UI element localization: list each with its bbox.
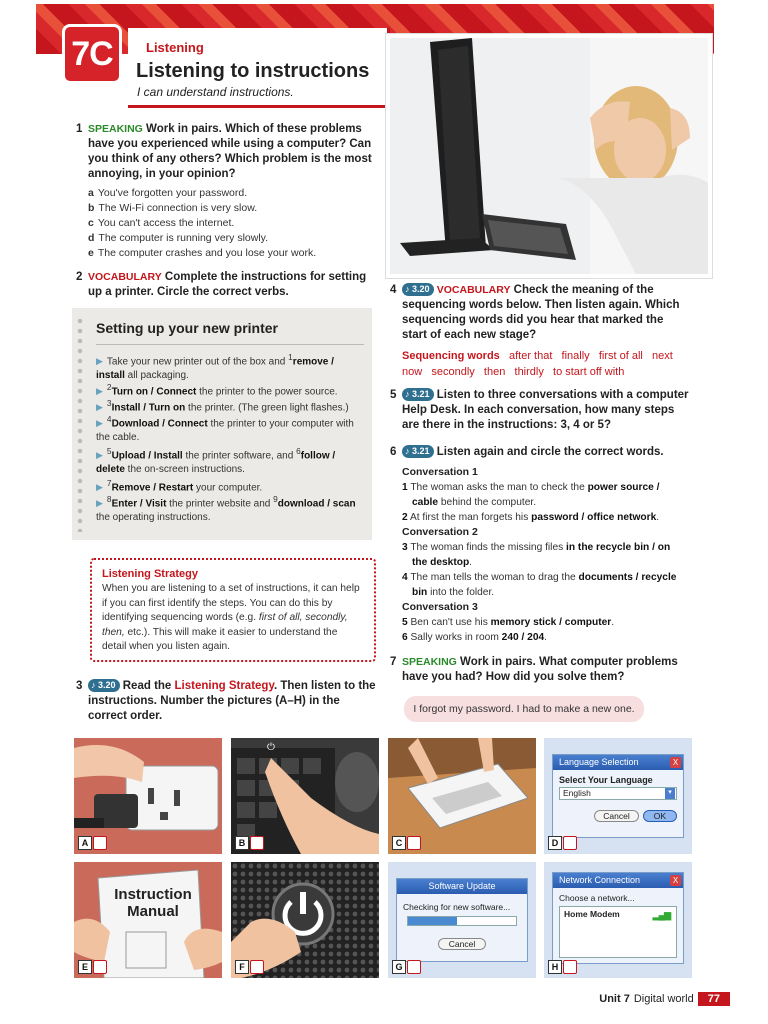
option-item: b The Wi-Fi connection is very slow.	[88, 202, 258, 214]
picture-letter: G	[392, 960, 406, 974]
exercise-5: 5 ♪ 3.21 Listen to three conversations with a computer Help Desk. In each conversation, how many steps are there in the instructions: 3, 4 or 5?	[390, 389, 689, 431]
circle-item: 2 At first the man forgets his password / office network.	[402, 512, 660, 523]
exercise-prompt: Work in pairs. Which of these problems have you experienced while using a computer? Can you think of any others? Which problem is the most annoying, in your opinion?	[88, 123, 372, 180]
page-subtitle: I can understand instructions.	[137, 85, 294, 99]
picture-c-unbox-printer	[388, 738, 536, 854]
signal-bars-icon: ▂▄▆	[652, 910, 670, 920]
speaking-tag: SPEAKING	[88, 123, 143, 135]
printer-instructions-box	[72, 308, 372, 540]
footer-topic: Digital world	[633, 993, 694, 1005]
progress-fill	[408, 917, 457, 925]
triangle-bullet-icon: ▶	[96, 498, 103, 509]
conversation-heading: Conversation 2	[402, 526, 478, 538]
frustrated-user-photo	[386, 34, 712, 278]
manual-title: Instruction Manual	[114, 886, 192, 920]
triangle-bullet-icon: ▶	[96, 418, 103, 429]
vocabulary-tag: VOCABULARY	[88, 271, 162, 283]
picture-f-power-button	[231, 862, 379, 978]
cancel-button[interactable]: Cancel	[438, 938, 486, 950]
answer-box[interactable]	[93, 960, 107, 974]
picture-letter: C	[392, 836, 406, 850]
picture-letter: A	[78, 836, 92, 850]
picture-letter: D	[548, 836, 562, 850]
circle-item: 5 Ben can't use his memory stick / computer.	[402, 617, 615, 628]
listening-strategy-box	[90, 558, 376, 662]
picture-a-unplug-cable	[74, 738, 222, 854]
circle-item: 4 The man tells the woman to drag the documents / recycle bin into the folder.	[402, 572, 677, 598]
instruction-step: ▶ $^4$Download / Connect the printer to your computer with the cable.	[96, 414, 354, 444]
exercise-6: 6 ♪ 3.21 Listen again and circle the correct words.	[390, 446, 664, 458]
exercise-1	[76, 122, 378, 182]
option-item: e The computer crashes and you lose your work.	[88, 247, 317, 259]
answer-box[interactable]	[563, 836, 577, 850]
circle-item: 1 The woman asks the man to check the power source / cable behind the computer.	[402, 482, 660, 508]
page-footer	[599, 992, 730, 1006]
triangle-bullet-icon: ▶	[96, 402, 103, 413]
circle-item: 3 The woman finds the missing files in the recycle bin / on the desktop.	[402, 542, 671, 568]
answer-box[interactable]	[250, 836, 264, 850]
power-icon: ⏻	[267, 742, 275, 753]
network-list[interactable]	[559, 906, 677, 958]
ok-button[interactable]: OK	[643, 810, 677, 822]
sequencing-words: Sequencing words after that finally first of all next now secondly then thirdly to start off with	[402, 350, 682, 378]
audio-track-icon[interactable]: ♪ 3.21	[402, 388, 434, 401]
language-selection-dialog: Language Selection X Select Your Language English ▾ Cancel OK	[552, 754, 684, 838]
answer-box[interactable]	[250, 960, 264, 974]
close-icon[interactable]: X	[670, 875, 681, 886]
exercise-2: 2 VOCABULARY Complete the instructions for setting up a printer. Circle the correct verbs.	[76, 271, 367, 298]
section-kicker: Listening	[146, 40, 204, 55]
circle-item: 6 Sally works in room 240 / 204.	[402, 632, 548, 643]
picture-letter: F	[235, 960, 249, 974]
exercise-number: 1	[76, 123, 83, 135]
strategy-title: Listening Strategy	[102, 568, 198, 580]
audio-track-icon[interactable]: ♪ 3.20	[402, 283, 434, 296]
triangle-bullet-icon: ▶	[96, 482, 103, 493]
unit-badge: 7C	[62, 24, 122, 84]
printer-box-title: Setting up your new printer	[96, 320, 279, 336]
triangle-bullet-icon: ▶	[96, 356, 103, 367]
instruction-step: ▶ Take your new printer out of the box and $^1$remove / install all packaging.	[96, 352, 334, 382]
software-update-dialog: Software Update Checking for new software... Cancel	[396, 878, 528, 962]
problem-options	[88, 186, 378, 261]
audio-track-icon[interactable]: ♪ 3.20	[88, 679, 120, 692]
triangle-bullet-icon: ▶	[96, 386, 103, 397]
conversation-heading: Conversation 3	[402, 601, 478, 613]
conversation-heading: Conversation 1	[402, 466, 478, 478]
network-connection-dialog: Network Connection X Choose a network... Home Modem ▂▄▆	[552, 872, 684, 964]
option-item: a You've forgotten your password.	[88, 187, 248, 199]
language-select[interactable]: English ▾	[559, 787, 677, 800]
picture-h-network-connection	[544, 862, 692, 978]
picture-letter: B	[235, 836, 249, 850]
instruction-step: ▶ $^7$Remove / Restart your computer.	[96, 478, 263, 494]
instruction-step: ▶ $^3$Install / Turn on the printer. (The green light flashes.)	[96, 398, 349, 414]
page-title: Listening to instructions	[136, 60, 370, 82]
exercise-prompt: Complete the instructions for setting up a printer. Circle the correct verbs.	[88, 271, 367, 298]
footer-unit: Unit 7	[599, 993, 630, 1005]
progress-bar	[407, 916, 517, 926]
answer-box[interactable]	[93, 836, 107, 850]
page-number: 77	[698, 992, 730, 1006]
instruction-step: ▶ $^2$Turn on / Connect the printer to the power source.	[96, 382, 338, 398]
picture-b-press-power-key	[231, 738, 379, 854]
strategy-body: When you are listening to a set of instructions, it can help if you can first identify the steps. You can do this by identifying sequencing words (e.g. first of all, secondly, then, etc.). This will make it easier to understand the detail when you listen again.	[102, 583, 360, 652]
picture-d-language-dialog	[544, 738, 692, 854]
conversation-items	[402, 465, 684, 645]
cancel-button[interactable]: Cancel	[594, 810, 638, 822]
binder-dots	[76, 316, 84, 532]
speech-bubble: I forgot my password. I had to make a new one.	[404, 696, 644, 722]
exercise-4: 4 ♪ 3.20 VOCABULARY Check the meaning of the sequencing words below. Then listen again. Which sequencing words did you hear that marked the start of each new stage?	[390, 284, 680, 341]
instruction-step: ▶ $^5$Upload / Install the printer software, and $^6$follow / delete the on-screen instructions.	[96, 446, 336, 476]
answer-box[interactable]	[407, 960, 421, 974]
option-item: c You can't access the internet.	[88, 217, 235, 229]
triangle-bullet-icon: ▶	[96, 450, 103, 461]
exercise-7: 7 SPEAKING Work in pairs. What computer problems have you had? How did you solve them?	[390, 656, 678, 683]
picture-letter: H	[548, 960, 562, 974]
network-item: Home Modem	[564, 909, 620, 919]
picture-g-software-update	[388, 862, 536, 978]
instruction-step: ▶ $^8$Enter / Visit the printer website and $^9$download / scan the operating instructions.	[96, 494, 356, 524]
divider	[96, 344, 364, 345]
option-item: d The computer is running very slowly.	[88, 232, 269, 244]
picture-e-instruction-manual	[74, 862, 222, 978]
audio-track-icon[interactable]: ♪ 3.21	[402, 445, 434, 458]
answer-box[interactable]	[563, 960, 577, 974]
answer-box[interactable]	[407, 836, 421, 850]
close-icon[interactable]: X	[670, 757, 681, 768]
chevron-down-icon: ▾	[665, 788, 675, 799]
picture-letter: E	[78, 960, 92, 974]
exercise-3: 3 ♪ 3.20 Read the Listening Strategy. Then listen to the instructions. Number the pictures (A–H) in the correct order.	[76, 680, 376, 722]
